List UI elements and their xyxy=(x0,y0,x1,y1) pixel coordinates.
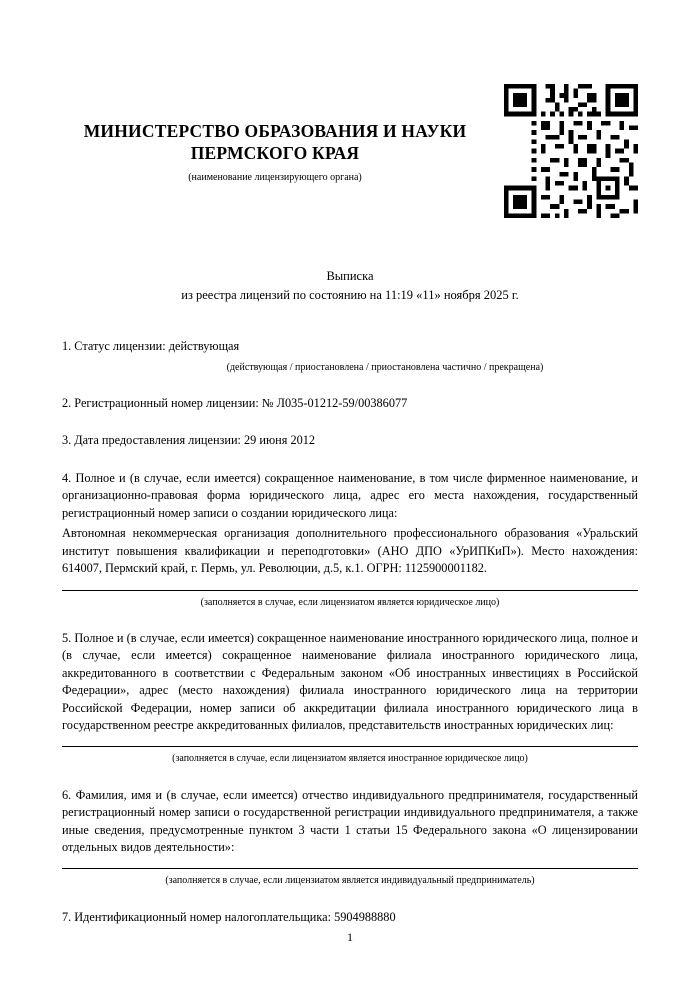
page-number: 1 xyxy=(347,930,353,944)
section-legal-entity-caption: (заполняется в случае, если лицензиатом является юридическое лицо) xyxy=(200,596,500,608)
section-legal-entity-text: 4. Полное и (в случае, если имеется) сокращенное наименование, в том числе фирменное наименование, и организационно-правовая форма юридического лица, адрес его места нахождения, государственный регистрационный номер записи о создании юридического лица: xyxy=(62,470,638,520)
section-taxpayer-number-text: 7. Идентификационный номер налогоплательщика: 5904988880 xyxy=(62,909,396,924)
document-type xyxy=(62,267,638,305)
section-individual-entrepreneur xyxy=(62,787,638,889)
section-foreign-entity xyxy=(62,630,638,767)
document-type-date: из реестра лицензий по состоянию на 11:19 «11» ноября 2025 г. xyxy=(181,287,519,302)
qr-code-icon xyxy=(504,84,638,218)
section-issue-date-text: 3. Дата предоставления лицензии: 29 июня 2012 xyxy=(62,433,316,448)
section-individual-entrepreneur-text: 6. Фамилия, имя и (в случае, если имеется) отчество индивидуального предпринимателя, государственный регистрационный номер записи о государственной регистрации индивидуального предпринимателя, а также иные сведения, предусмотренные пунктом 3 части 1 статьи 15 Федерального закона «О лицензировании отдельных видов деятельности»: xyxy=(62,787,638,854)
section-individual-entrepreneur-caption: (заполняется в случае, если лицензиатом является индивидуальный предприниматель) xyxy=(165,875,535,887)
header-title-line1: МИНИСТЕРСТВО ОБРАЗОВАНИЯ И НАУКИ xyxy=(83,121,467,141)
section-legal-entity xyxy=(62,470,638,610)
divider xyxy=(62,868,638,869)
document-type-title: Выписка xyxy=(326,268,374,283)
section-foreign-entity-caption: (заполняется в случае, если лицензиатом является иностранное юридическое лицо) xyxy=(172,753,528,765)
section-registration-number-text: 2. Регистрационный номер лицензии: № Л035-01212-59/00386077 xyxy=(62,395,408,410)
divider xyxy=(62,590,638,591)
divider xyxy=(62,746,638,747)
header-title-line2: ПЕРМСКОГО КРАЯ xyxy=(190,143,360,164)
section-registration-number xyxy=(62,395,638,412)
section-legal-entity-body: Автономная некоммерческая организация дополнительного профессионального образования «Уральский институт повышения квалификации и переподготовки» (АНО ДПО «УрИПКиП»). Место нахождения: 614007, Пермский край, г. Пермь, ул. Революции, д.5, к.1. ОГРН: 1125900001182. xyxy=(62,526,638,576)
section-status-text: 1. Статус лицензии: действующая xyxy=(62,339,240,354)
section-foreign-entity-text: 5. Полное и (в случае, если имеется) сокращенное наименование иностранного юридического лица, полное и (в случае, если имеется) сокращенное наименование филиала иностранного юридического лица, аккредитованного в соответствии с Федеральным законом «Об иностранных инвестициях в Российской Федерации», адрес (место нахождения) филиала иностранного юридического лица на территории Российской Федерации, номер записи об аккредитации филиала иностранного юридического лица в государственном реестре аккредитованных филиалов, представительств иностранных юридических лиц: xyxy=(62,630,638,732)
section-taxpayer-number xyxy=(62,909,638,926)
section-status xyxy=(62,338,638,375)
header-subtitle: (наименование лицензирующего органа) xyxy=(188,171,362,183)
section-issue-date xyxy=(62,432,638,449)
section-status-caption: (действующая / приостановлена / приостановлена частично / прекращена) xyxy=(226,361,544,373)
